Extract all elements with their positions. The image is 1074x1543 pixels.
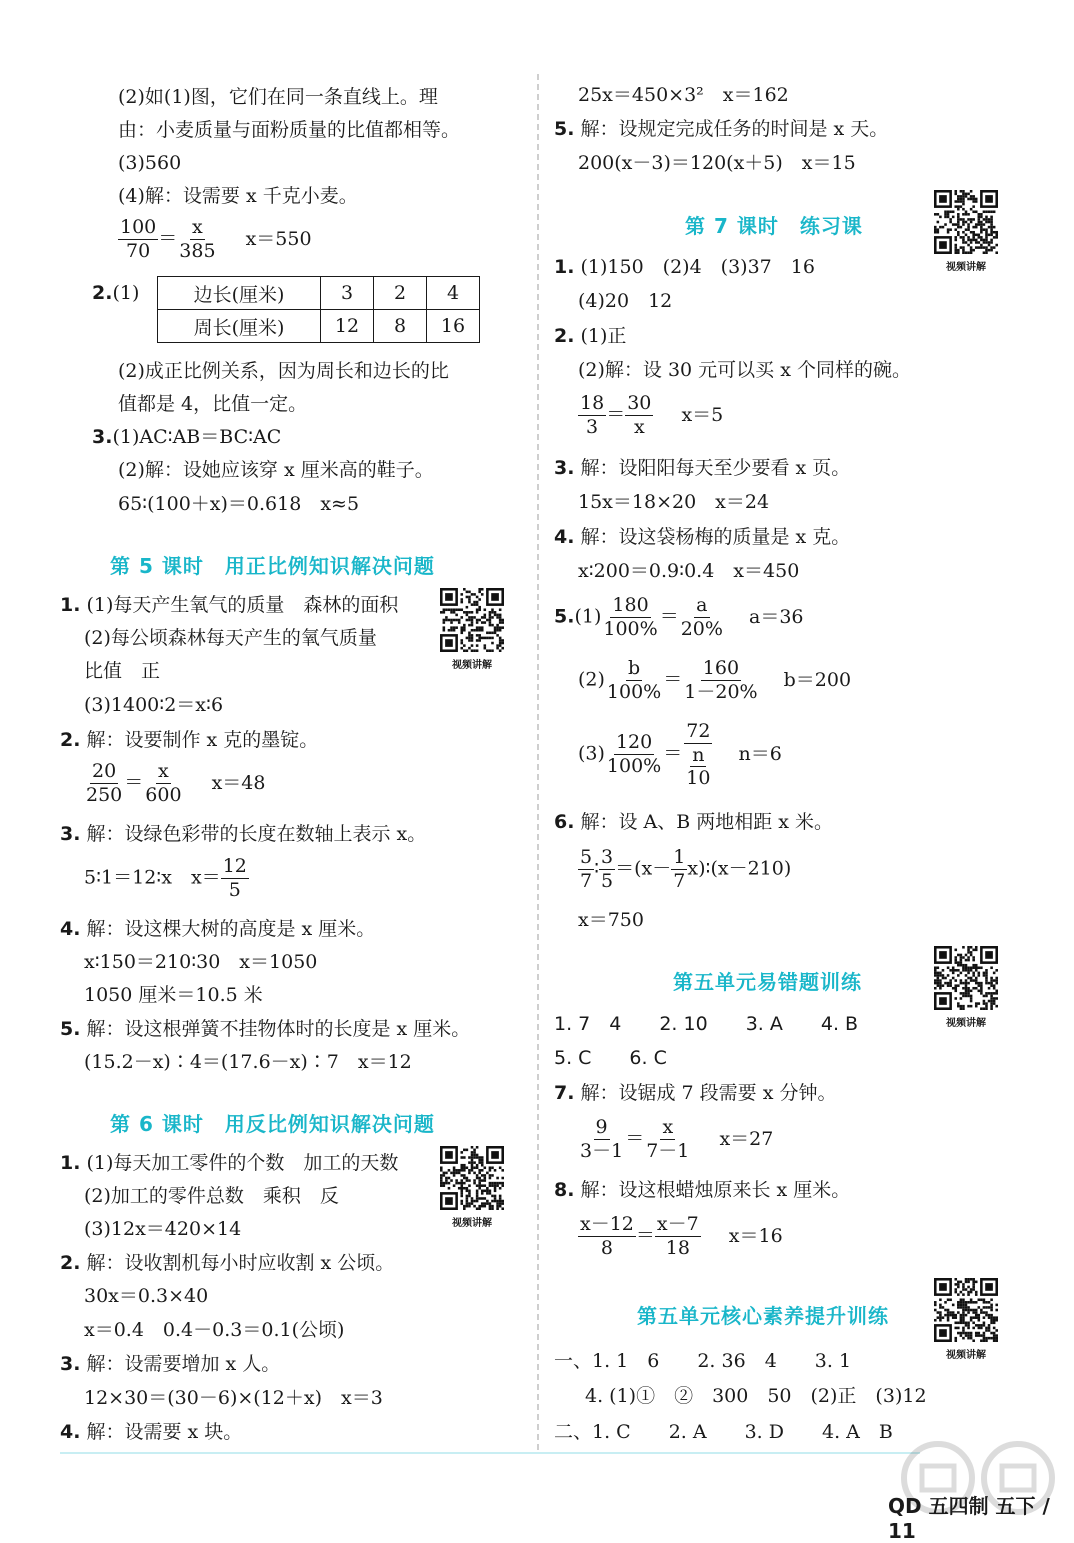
fraction: $\frac{b}{100\%}$ xyxy=(606,657,662,703)
text-line: 1050 厘米＝10.5 米 xyxy=(84,984,263,1006)
text-line: 值都是 4，比值一定。 xyxy=(118,393,308,415)
table-cell: 16 xyxy=(427,310,480,343)
qr-code-video[interactable] xyxy=(934,946,998,1029)
qr-code-icon xyxy=(934,1278,998,1342)
table-cell: 2 xyxy=(374,277,427,310)
text-line: (2)每公顷森林每天产生的氧气质量 xyxy=(84,627,377,649)
qr-code-icon xyxy=(934,946,998,1010)
fraction: $\frac{12}{5}$ xyxy=(222,855,247,901)
qr-code-icon xyxy=(934,190,998,254)
qr-caption: 视频讲解 xyxy=(452,1218,492,1229)
equation: $\frac{20}{250}$ ＝ $\frac{x}{600}$ x＝48 xyxy=(86,760,266,806)
fraction: $\frac{3}{5}$ xyxy=(601,846,614,892)
text-line: 65∶(100＋x)＝0.618 x≈5 xyxy=(118,493,360,515)
equation: (3) $\frac{120}{100\%}$ ＝ $\frac{72}{\frac{n}{10}}$ n＝6 xyxy=(578,720,782,789)
section-title-lesson5: 第 5 课时 用正比例知识解决问题 xyxy=(110,554,435,578)
equation: $\frac{18}{3}$ ＝ $\frac{30}{x}$ x＝5 xyxy=(580,392,724,438)
question-7: 7. 解：设锯成 7 段需要 x 分钟。 xyxy=(554,1082,837,1104)
question-4: 4. 解：设需要 x 块。 xyxy=(60,1421,243,1443)
text-line: (3)1400∶2＝x∶6 xyxy=(84,694,224,716)
question-3: 3. 解：设阳阳每天至少要看 x 页。 xyxy=(554,457,851,479)
qr-code-icon xyxy=(440,588,504,652)
question-2: 2. (1)正 xyxy=(554,325,627,347)
fraction: $\frac{9}{3-1}$ xyxy=(580,1116,624,1162)
section-title-lesson6: 第 6 课时 用反比例知识解决问题 xyxy=(110,1112,435,1136)
question-5: 5.(1) $\frac{180}{100\%}$ ＝ $\frac{a}{20\%}$ a＝36 xyxy=(554,594,804,640)
table-cell: 4 xyxy=(427,277,480,310)
fraction: $\frac{180}{100\%}$ xyxy=(603,594,658,640)
qr-caption: 视频讲解 xyxy=(452,660,492,671)
equation: $\frac{100}{70}$ ＝ $\frac{x}{385}$ x＝550 xyxy=(120,216,312,262)
section-title-unit5-core: 第五单元核心素养提升训练 xyxy=(637,1304,889,1328)
text-line: (15.2－x)∶4＝(17.6－x)∶7 x＝12 xyxy=(84,1051,412,1073)
question-5: 5. 解：设规定完成任务的时间是 x 天。 xyxy=(554,118,889,140)
text-line: 一、1. 1 6 2. 36 4 3. 1 xyxy=(554,1350,852,1372)
question-2: 2.(1) xyxy=(92,282,140,304)
text-line: (2)解：设她应该穿 x 厘米高的鞋子。 xyxy=(118,459,434,481)
text-line: (3)12x＝420×14 xyxy=(84,1218,242,1240)
column-divider xyxy=(537,74,539,1450)
table-cell: 12 xyxy=(321,310,374,343)
text-line: 5. C 6. C xyxy=(554,1047,667,1069)
fraction: $\frac{160}{1-20\%}$ xyxy=(684,657,758,703)
question-8: 8. 解：设这根蜡烛原来长 x 厘米。 xyxy=(554,1179,851,1201)
text-line: (2)解：设 30 元可以买 x 个同样的碗。 xyxy=(578,359,911,381)
qr-caption: 视频讲解 xyxy=(946,262,986,273)
side-perimeter-table xyxy=(157,276,480,343)
text-line: 15x＝18×20 x＝24 xyxy=(578,491,770,513)
equation: (2) $\frac{b}{100\%}$ ＝ $\frac{160}{1-20\%}$ b＝200 xyxy=(578,657,852,703)
qr-caption: 视频讲解 xyxy=(946,1018,986,1029)
question-3: 3. 解：设需要增加 x 人。 xyxy=(60,1353,281,1375)
question-1: 1. (1)每天产生氧气的质量 森林的面积 xyxy=(60,594,399,616)
question-3: 3. 解：设绿色彩带的长度在数轴上表示 x。 xyxy=(60,823,427,845)
text-line: x∶150＝210∶30 x＝1050 xyxy=(84,951,318,973)
fraction: $\frac{20}{250}$ xyxy=(86,760,123,806)
equation: $\frac{x-12}{8}$ ＝ $\frac{x-7}{18}$ x＝16 xyxy=(580,1213,783,1259)
table-cell: 3 xyxy=(321,277,374,310)
fraction: $\frac{120}{100\%}$ xyxy=(606,731,662,777)
text-line: (2)如(1)图，它们在同一条直线上。理 xyxy=(118,86,438,108)
fraction: $\frac{x}{600}$ xyxy=(145,760,182,806)
text-line: 4. (1)① ② 300 50 (2)正 (3)12 xyxy=(585,1385,927,1407)
table-cell: 8 xyxy=(374,310,427,343)
question-2: 2. 解：设收割机每小时应收割 x 公顷。 xyxy=(60,1252,395,1274)
text-line: x∶200＝0.9∶0.4 x＝450 xyxy=(578,560,800,582)
table-cell: 边长(厘米) xyxy=(158,277,321,310)
text-line: 比值 正 xyxy=(84,660,161,682)
equation: $\frac{9}{3-1}$ ＝ $\frac{x}{7-1}$ x＝27 xyxy=(580,1116,774,1162)
text-line: 200(x－3)＝120(x＋5) x＝15 xyxy=(578,152,856,174)
question-4: 4. 解：设这棵大树的高度是 x 厘米。 xyxy=(60,918,376,940)
fraction: $\frac{n}{10}$ xyxy=(686,744,711,789)
question-3: 3.(1)AC∶AB＝BC∶AC xyxy=(92,426,282,448)
question-5: 5. 解：设这根弹簧不挂物体时的长度是 x 厘米。 xyxy=(60,1018,471,1040)
text-line: (2)加工的零件总数 乘积 反 xyxy=(84,1185,339,1207)
qr-code-video[interactable] xyxy=(934,190,998,273)
question-6: 6. 解：设 A、B 两地相距 x 米。 xyxy=(554,811,834,833)
fraction: $\frac{18}{3}$ xyxy=(580,392,605,438)
table-row xyxy=(158,277,480,310)
fraction: $\frac{30}{x}$ xyxy=(627,392,652,438)
fraction: $\frac{72}{\frac{n}{10}}$ xyxy=(686,720,711,789)
text-line: (2)成正比例关系，因为周长和边长的比 xyxy=(118,360,449,382)
text-line: x＝0.4 0.4－0.3＝0.1(公顷) xyxy=(84,1319,345,1341)
text-line: (3)560 xyxy=(118,152,182,174)
text-line: 25x＝450×3² x＝162 xyxy=(578,84,789,106)
footer-rule xyxy=(60,1452,920,1454)
equation: $\frac{5}{7}$ ∶ $\frac{3}{5}$ ＝(x－ $\frac{1}{7}$ x)∶(x－210) xyxy=(580,846,792,892)
table-row xyxy=(158,310,480,343)
fraction: $\frac{x}{7-1}$ xyxy=(646,1116,690,1162)
text-line: 1. 7 4 2. 10 3. A 4. B xyxy=(554,1013,859,1035)
fraction: $\frac{5}{7}$ xyxy=(580,846,593,892)
qr-code-video[interactable] xyxy=(440,588,504,671)
text-line: (4)解：设需要 x 千克小麦。 xyxy=(118,185,358,207)
fraction: $\frac{x-12}{8}$ xyxy=(580,1213,634,1259)
section-title-lesson7: 第 7 课时 练习课 xyxy=(685,214,863,238)
fraction: $\frac{1}{7}$ xyxy=(673,846,686,892)
section-title-unit5-errors: 第五单元易错题训练 xyxy=(673,970,862,994)
qr-code-video[interactable] xyxy=(934,1278,998,1361)
text-line: (4)20 12 xyxy=(578,290,673,312)
fraction: $\frac{x-7}{18}$ xyxy=(656,1213,699,1259)
text-line: x＝750 xyxy=(578,909,644,931)
equation: 5∶1＝12∶x x＝ $\frac{12}{5}$ xyxy=(84,855,247,901)
question-4: 4. 解：设这袋杨梅的质量是 x 克。 xyxy=(554,526,851,548)
text-line: 由：小麦质量与面粉质量的比值都相等。 xyxy=(118,119,461,141)
text-line: 二、1. C 2. A 3. D 4. A B xyxy=(554,1421,893,1443)
question-1: 1. (1)150 (2)4 (3)37 16 xyxy=(554,256,815,278)
text-line: 30x＝0.3×40 xyxy=(84,1285,209,1307)
fraction: $\frac{a}{20\%}$ xyxy=(680,594,723,640)
question-1: 1. (1)每天加工零件的个数 加工的天数 xyxy=(60,1152,399,1174)
question-2: 2. 解：设要制作 x 克的墨锭。 xyxy=(60,729,319,751)
qr-code-icon xyxy=(440,1146,504,1210)
fraction: $\frac{x}{385}$ xyxy=(179,216,216,262)
page-footer: QD 五四制 五下 / 11 xyxy=(888,1494,1050,1543)
qr-caption: 视频讲解 xyxy=(946,1350,986,1361)
fraction: $\frac{100}{70}$ xyxy=(120,216,157,262)
table-cell: 周长(厘米) xyxy=(158,310,321,343)
qr-code-video[interactable] xyxy=(440,1146,504,1229)
text-line: 12×30＝(30－6)×(12＋x) x＝3 xyxy=(84,1387,383,1409)
